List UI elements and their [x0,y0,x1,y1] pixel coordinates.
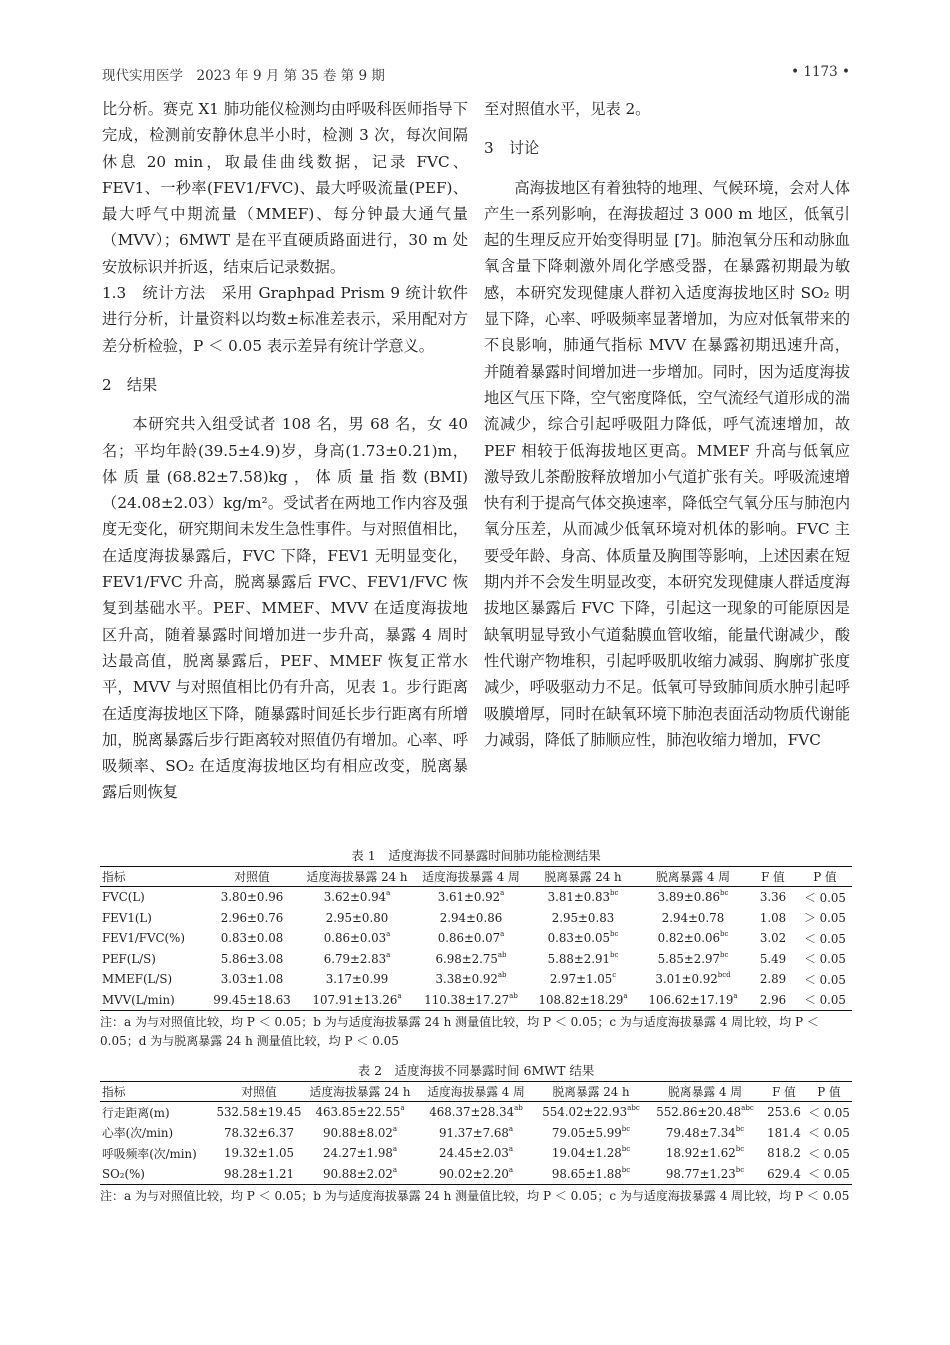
table-cell [798,990,852,1011]
discussion-paragraph: 高海拔地区有着独特的地理、气候环境，会对人体产生一系列影响，在海拔超过 3 000 m 地区，低氧引起的生理反应开始变得明显 [7]。肺泡氧分压和动脉血氧含量下降刺激外周化学感受器，在暴露初期最为敏感，本研究发现健康人群初入适度海拔地区时 SO₂ 明显下降，心率、呼吸频率显著增加，为应对低氧带来的不良影响，肺通气指标 MVV 在暴露初期迅速升高，并随着暴露时间增加进一步增加。同时，因为适度海拔地区气压下降，空气密度降低，空气流经气道形成的湍流减少，综合引起呼吸阻力降低，呼气流速增加，故 PEF 相较于低海拔地区更高。MMEF 升高与低氧应激导致儿茶酚胺释放增加小气道扩张有关。呼吸流速增快有利于提高气体交换速率，降低空气氧分压与肺泡内氧分压差，从而减少低氧环境对机体的影响。FVC 主要受年龄、身高、体质量及胸围等影响，上述因素在短期内并不会发生明显改变，本研究发现健康人群适度海拔地区暴露后 FVC 下降，引起这一现象的可能原因是缺氧明显导致小气道黏膜血管收缩，能量代谢减少，酸性代谢产物堆积，引起呼吸肌收缩力减弱、胸廓扩张度减少，呼吸驱动力不足。低氧可导致肺间质水肿引起呼吸膜增厚，同时在缺氧环境下肺泡表面活动物质代谢能力减弱，降低了肺顺应性，肺泡收缩力增加，FVC [484,178,850,749]
table-cell [302,1164,418,1185]
table-cell [100,990,204,1011]
significance-marker: bc [621,1145,631,1154]
cell-value: 0.86±0.03 [323,931,387,946]
table-cell [798,908,852,929]
table-row [100,908,852,929]
results-heading: 2 结果 [102,375,158,394]
cell-value: ＜ 0.05 [808,1167,850,1182]
cell-value: 0.86±0.07 [437,931,501,946]
cell-value: 90.88±8.02 [322,1125,393,1140]
table-header-cell: 适度海拔暴露 4 周 [422,870,520,884]
table-cell [798,887,852,908]
table-cell [528,887,638,908]
table-header-cell: 适度海拔暴露 24 h [309,1085,411,1099]
table-cell [414,908,528,929]
table-cell [534,1123,648,1144]
statistics-paragraph: 1.3 统计方法 采用 Graphpad Prism 9 统计软件进行分析，计量资料以均数±标准差表示，采用配对方差分析检验，P ＜ 0.05 表示差异有统计学意义。 [102,284,468,355]
table-cell [300,990,414,1011]
cell-value: 554.02±22.93 [542,1105,628,1120]
cell-value: 2.95±0.83 [551,910,615,925]
table-cell [216,1123,302,1144]
cell-value: 818.2 [767,1146,801,1161]
cell-value: 629.4 [767,1166,801,1181]
cell-value: 0.83±0.05 [547,931,610,946]
cell-value: PEF(L/S) [102,951,156,966]
table-cell [534,1164,648,1185]
cell-value: 79.05±5.99 [551,1125,622,1140]
table-header-cell: 适度海拔暴露 4 周 [427,1085,525,1099]
table-cell [302,1123,418,1144]
significance-marker: a [508,1165,514,1174]
table-cell [748,908,798,929]
table-cell [748,969,798,990]
cell-value: 行走距离(m) [102,1105,170,1120]
discussion-heading: 3 讨论 [484,139,540,158]
cell-value: 91.37±7.68 [438,1125,509,1140]
cell-value: ＜ 0.05 [804,952,846,967]
cell-value: 3.62±0.94 [323,890,387,905]
cell-value: MMEF(L/S) [102,972,173,987]
cell-value: 3.81±0.83 [547,890,610,905]
table-header-cell: F 值 [772,1085,796,1099]
cell-value: 108.82±18.29 [538,992,624,1007]
table-cell [414,949,528,970]
table-cell [414,928,528,949]
significance-marker: bc [610,950,619,959]
cell-value: 79.48±7.34 [665,1125,736,1140]
table-cell [204,887,300,908]
cell-value: 3.02 [759,931,787,946]
results-continued: 至对照值水平，见表 2。 [484,100,651,118]
table-cell [100,1143,216,1164]
cell-value: 3.38±0.92 [435,972,498,987]
significance-marker: bc [735,1145,745,1154]
table-cell [414,887,528,908]
cell-value: 5.49 [759,951,787,966]
significance-marker: a [392,1145,398,1154]
cell-value: ＜ 0.05 [808,1146,850,1161]
table-cell [762,1164,806,1185]
table-cell [806,1164,852,1185]
table-row [100,969,852,990]
significance-marker: a [508,1124,514,1133]
table-cell [528,990,638,1011]
significance-marker: a [400,1104,405,1113]
table-cell [300,908,414,929]
table-header-cell: 对照值 [234,870,270,884]
cell-value: 6.98±2.75 [435,951,498,966]
cell-value: FVC(L) [102,890,145,905]
cell-value: 心率(次/min) [102,1126,174,1141]
cell-value: ＜ 0.05 [804,993,846,1008]
table-cell [748,990,798,1011]
table-cell [762,1102,806,1123]
cell-value: 5.86±3.08 [220,951,284,966]
table-cell [806,1123,852,1144]
right-column [484,96,850,753]
table-cell [300,887,414,908]
table-header-cell: 对照值 [241,1085,277,1099]
table-cell [204,990,300,1011]
table-cell [798,949,852,970]
table-cell [204,969,300,990]
significance-marker: a [623,991,628,1000]
table-row [100,990,852,1011]
table-cell [100,928,204,949]
significance-marker: ab [497,950,507,959]
table-cell [216,1102,302,1123]
cell-value: 2.96 [759,992,787,1007]
table-cell [638,887,748,908]
cell-value: 90.88±2.02 [322,1166,393,1181]
cell-value: 5.88±2.91 [547,951,610,966]
table-cell [414,969,528,990]
table-row [100,1102,852,1123]
table-cell [302,1102,418,1123]
cell-value: 463.85±22.55 [315,1105,401,1120]
table-row [100,949,852,970]
table-cell [648,1102,762,1123]
cell-value: 2.97±1.05 [549,972,613,987]
table-1-header-row [100,867,852,887]
table-cell [638,990,748,1011]
cell-value: 18.92±1.62 [665,1146,736,1161]
cell-value: 90.02±2.20 [438,1166,509,1181]
table-cell [762,1123,806,1144]
table-cell [806,1143,852,1164]
significance-marker: a [733,991,738,1000]
table-cell [648,1143,762,1164]
table-cell [798,928,852,949]
table-2-note: 注：a 为与对照值比较，均 P ＜ 0.05；b 为与适度海拔暴露 24 h 测量值比较，均 P ＜ 0.05；c 为与适度海拔暴露 4 周比较，均 P ＜ 0.05 [100,1189,850,1203]
significance-marker: a [397,991,402,1000]
table-cell [528,969,638,990]
table-row [100,1164,852,1185]
journal-info: 现代实用医学 2023 年 9 月 第 35 卷 第 9 期 [102,68,385,84]
table-row [100,1123,852,1144]
table-cell [100,1164,216,1185]
table-cell [638,969,748,990]
table-cell [418,1143,534,1164]
table-header-cell: 指标 [102,1085,126,1099]
table-cell [204,908,300,929]
significance-marker: bcd [717,971,731,980]
table-2-grid [100,1081,852,1185]
cell-value: 0.82±0.06 [657,931,720,946]
significance-marker: ab [514,1104,523,1113]
cell-value: 3.89±0.86 [657,890,720,905]
cell-value: 78.32±6.37 [224,1125,294,1140]
cell-value: ＜ 0.05 [804,931,846,946]
cell-value: 2.94±0.78 [661,910,725,925]
cell-value: 24.45±2.03 [438,1146,509,1161]
cell-value: ＜ 0.05 [808,1105,850,1120]
table-header-cell: 指标 [102,870,126,884]
table-cell [100,1123,216,1144]
table-cell [418,1102,534,1123]
significance-marker: bc [621,1165,631,1174]
significance-marker: bc [621,1124,631,1133]
methods-paragraph: 比分析。赛克 X1 肺功能仪检测均由呼吸科医师指导下完成，检测前安静休息半小时，检测 3 次，每次间隔休息 20 min，取最佳曲线数据，记录 FVC、FEV1、一秒率(FEV1/FVC)、最大呼吸流量(PEF)、最大呼气中期流量（MMEF)、每分钟最大通气量（MVV）；6MWT 是在平直硬质路面进行，30 m 处安放标识并折返，结束后记录数据。 [102,100,468,276]
cell-value: ＞ 0.05 [804,911,846,926]
table-cell [300,969,414,990]
table-2-caption: 表 2 适度海拔不同暴露时间 6MWT 结果 [357,1063,595,1078]
left-column [102,96,468,806]
significance-marker: a [500,930,505,939]
table-cell [806,1102,852,1123]
table-1-caption: 表 1 适度海拔不同暴露时间肺功能检测结果 [351,848,601,863]
table-1 [100,846,852,1051]
cell-value: FEV1(L) [102,910,152,925]
table-header-cell: 脱离暴露 24 h [552,1085,630,1099]
cell-value: 110.38±17.27 [424,992,510,1007]
cell-value: 2.89 [759,972,787,987]
cell-value: 3.17±0.99 [325,972,389,987]
cell-value: 98.65±1.88 [551,1166,622,1181]
table-cell [100,887,204,908]
page-header [102,64,850,86]
table-1-note: 注：a 为与对照值比较，均 P ＜ 0.05；b 为与适度海拔暴露 24 h 测量值比较，均 P ＜ 0.05；c 为与适度海拔暴露 4 周比较，均 P ＜ 0.05；d 为与脱离暴露 24 h 测量值比较，均 P ＜ 0.05 [100,1015,819,1048]
cell-value: 24.27±1.98 [322,1146,393,1161]
table-cell [300,949,414,970]
table-cell [216,1143,302,1164]
cell-value: 3.03±1.08 [220,972,284,987]
cell-value: 98.77±1.23 [665,1166,736,1181]
cell-value: 19.32±1.05 [224,1146,294,1161]
cell-value: 552.86±20.48 [656,1105,742,1120]
table-cell [100,949,204,970]
table-cell [638,928,748,949]
table-cell [216,1164,302,1185]
significance-marker: c [612,971,617,980]
table-cell [762,1143,806,1164]
significance-marker: ab [497,971,507,980]
table-1-grid [100,866,852,1011]
table-row [100,1143,852,1164]
table-header-cell: 脱离暴露 4 周 [668,1085,742,1099]
cell-value: 0.83±0.08 [220,931,284,946]
table-cell [638,949,748,970]
table-2-header-row [100,1082,852,1102]
significance-marker: bc [720,930,729,939]
cell-value: 19.04±1.28 [551,1146,622,1161]
cell-value: 1.08 [759,910,787,925]
significance-marker: a [386,889,391,898]
cell-value: 98.28±1.21 [224,1166,294,1181]
table-header-cell: P 值 [817,1085,841,1099]
table-cell [534,1143,648,1164]
significance-marker: a [508,1145,514,1154]
cell-value: 2.96±0.76 [220,910,284,925]
cell-value: 2.95±0.80 [325,910,389,925]
table-cell [528,928,638,949]
significance-marker: ab [509,991,518,1000]
significance-marker: abc [741,1104,754,1113]
significance-marker: a [386,930,391,939]
significance-marker: bc [735,1124,745,1133]
cell-value: 呼吸频率(次/min) [102,1146,197,1161]
cell-value: 532.58±19.45 [216,1105,302,1120]
cell-value: 3.01±0.92 [655,972,718,987]
table-cell [748,928,798,949]
table-row [100,887,852,908]
table-header-cell: 脱离暴露 24 h [544,870,622,884]
significance-marker: a [392,1124,398,1133]
results-paragraph: 本研究共入组受试者 108 名，男 68 名，女 40 名；平均年龄(39.5±4.9)岁，身高(1.73±0.21)m，体质量(68.82±7.58)kg，体质量指数(BMI)（24.08±2.03）kg/m²。受试者在两地工作内容及强度无变化，研究期间未发生急性事件。与对照值相比，在适度海拔暴露后，FVC 下降，FEV1 无明显变化，FEV1/FVC 升高，脱离暴露后 FVC、FEV1/FVC 恢复到基础水平。PEF、MMEF、MVV 在适度海拔地区升高，随着暴露时间增加进一步升高，暴露 4 周时达最高值，脱离暴露后，PEF、MMEF 恢复正常水平，MVV 与对照值相比仍有升高，见表 1。步行距离在适度海拔地区下降，随暴露时间延长步行距离有所增加，脱离暴露后步行距离较对照值仍有增加。心率、呼吸频率、SO₂ 在适度海拔地区均有相应改变，脱离暴露后则恢复 [102,415,468,802]
table-cell [204,949,300,970]
table-cell [414,990,528,1011]
cell-value: 99.45±18.63 [213,992,291,1007]
cell-value: 181.4 [767,1125,801,1140]
cell-value: MVV(L/min) [102,992,175,1007]
significance-marker: a [386,950,391,959]
significance-marker: bc [720,950,729,959]
table-1-body [100,887,852,1011]
significance-marker: abc [627,1104,640,1113]
table-cell [300,928,414,949]
table-cell [528,908,638,929]
cell-value: FEV1/FVC(%) [102,931,185,946]
table-cell [798,969,852,990]
cell-value: 2.94±0.86 [439,910,503,925]
cell-value: 6.79±2.83 [323,951,387,966]
cell-value: 3.36 [759,890,787,905]
table-cell [648,1123,762,1144]
significance-marker: bc [610,930,619,939]
cell-value: 5.85±2.97 [657,951,720,966]
table-cell [204,928,300,949]
page-number: • 1173 • [791,64,850,80]
cell-value: 253.6 [767,1105,801,1120]
table-cell [748,949,798,970]
significance-marker: bc [610,889,619,898]
table-cell [302,1143,418,1164]
table-row [100,928,852,949]
table-cell [638,908,748,929]
table-cell [534,1102,648,1123]
significance-marker: bc [720,889,729,898]
table-cell [100,908,204,929]
table-header-cell: 脱离暴露 4 周 [656,870,730,884]
table-cell [418,1164,534,1185]
cell-value: ＜ 0.05 [804,972,846,987]
significance-marker: a [500,889,505,898]
table-2-body [100,1102,852,1185]
table-header-cell: F 值 [761,870,785,884]
cell-value: 468.37±28.34 [429,1105,515,1120]
table-cell [528,949,638,970]
table-cell [748,887,798,908]
cell-value: 3.61±0.92 [437,890,501,905]
table-cell [648,1164,762,1185]
table-cell [100,1102,216,1123]
cell-value: 3.80±0.96 [220,890,284,905]
table-2 [100,1061,852,1206]
table-header-cell: P 值 [813,870,837,884]
table-cell [418,1123,534,1144]
significance-marker: a [392,1165,398,1174]
cell-value: ＜ 0.05 [804,890,846,905]
cell-value: SO₂(%) [102,1166,145,1181]
table-header-cell: 适度海拔暴露 24 h [306,870,408,884]
cell-value: ＜ 0.05 [808,1126,850,1141]
significance-marker: bc [735,1165,745,1174]
cell-value: 106.62±17.19 [648,992,734,1007]
table-cell [100,969,204,990]
cell-value: 107.91±13.26 [312,992,398,1007]
